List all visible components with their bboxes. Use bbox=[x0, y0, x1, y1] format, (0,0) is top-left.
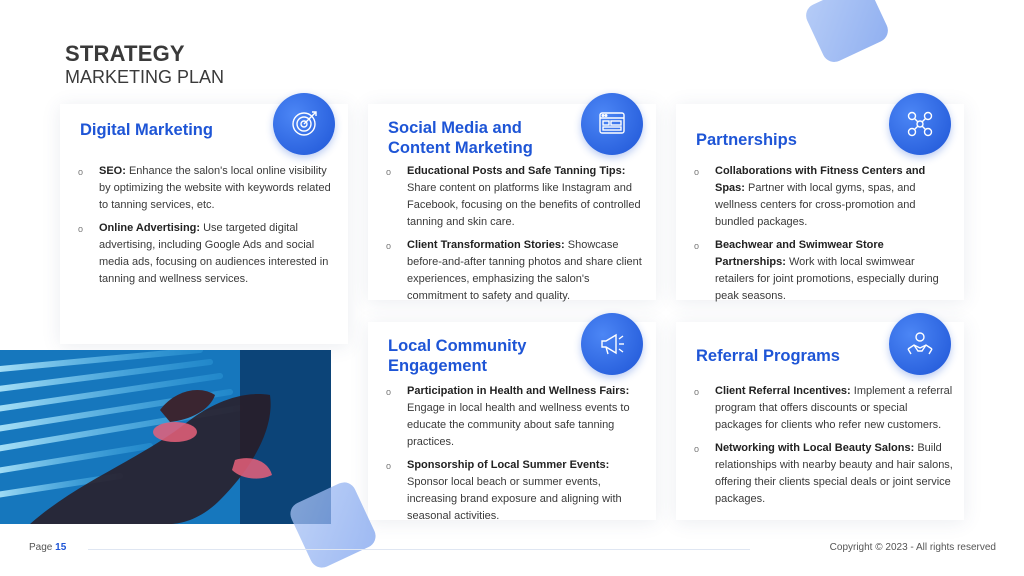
bullet-list bbox=[76, 163, 338, 294]
card-title: Digital Marketing bbox=[80, 121, 213, 139]
page-subtitle: MARKETING PLAN bbox=[65, 67, 225, 87]
bullet-marker: o bbox=[694, 241, 700, 251]
decorative-square-top bbox=[802, 0, 892, 66]
list-item: o Sponsorship of Local Summer Events: Sponsor local beach or summer events, increasing brand exposure and aligning with seasonal activities. bbox=[386, 459, 622, 522]
bullet-marker: o bbox=[386, 241, 392, 251]
card-title: Local Community Engagement bbox=[388, 337, 527, 375]
list-item: o Online Advertising: Use targeted digital advertising, including Google Ads and social media ads, focusing on audiences interested in tanning and wellness services. bbox=[78, 222, 329, 285]
bullet-marker: o bbox=[386, 167, 392, 177]
page-title-block bbox=[65, 41, 224, 88]
bullet-marker: o bbox=[694, 444, 700, 454]
list-item: o SEO: Enhance the salon's local online visibility by optimizing the website with keywords related to tanning services, etc. bbox=[78, 165, 331, 211]
bullet-marker: o bbox=[386, 387, 392, 397]
list-item: o Client Referral Incentives: Implement a referral program that offers discounts or special packages for clients who refer new customers. bbox=[694, 385, 953, 431]
bullet-marker: o bbox=[694, 387, 700, 397]
card-title: Partnerships bbox=[696, 131, 797, 149]
list-item: o Educational Posts and Safe Tanning Tips: Share content on platforms like Instagram and Facebook, focusing on the benefits of controlled tanning and skin care. bbox=[386, 165, 641, 228]
list-item: o Participation in Health and Wellness Fairs: Engage in local health and wellness events to educate the community about safe tanning practices. bbox=[386, 385, 630, 448]
network-icon bbox=[889, 93, 951, 155]
card-title: Referral Programs bbox=[696, 347, 840, 365]
page-title: STRATEGY bbox=[65, 41, 185, 66]
copyright-text: Copyright © 2023 - All rights reserved bbox=[829, 542, 996, 553]
page-number: Page 15 bbox=[29, 542, 67, 553]
bullet-marker: o bbox=[78, 224, 84, 234]
card-title: Social Media and Content Marketing bbox=[388, 119, 533, 157]
list-item: o Networking with Local Beauty Salons: Build relationships with nearby beauty and hair salons, offering their clients special deals or joint service packages. bbox=[694, 442, 953, 505]
social-media-browser-icon bbox=[581, 93, 643, 155]
bullet-marker: o bbox=[78, 167, 84, 177]
megaphone-icon bbox=[581, 313, 643, 375]
list-item: o Beachwear and Swimwear Store Partnerships: Work with local swimwear retailers for joint promotions, especially during peak seasons. bbox=[694, 239, 939, 302]
footer-divider bbox=[88, 549, 750, 550]
bullet-list bbox=[692, 383, 954, 514]
bullet-list bbox=[692, 163, 954, 311]
bullet-marker: o bbox=[694, 167, 700, 177]
handshake-icon bbox=[889, 313, 951, 375]
tanning-bed-photo bbox=[0, 350, 331, 524]
list-item: o Client Transformation Stories: Showcase before-and-after tanning photos and share client experiences, emphasizing the salon's commitment to safety and quality. bbox=[386, 239, 642, 302]
target-icon bbox=[273, 93, 335, 155]
bullet-list bbox=[384, 383, 646, 531]
list-item: o Collaborations with Fitness Centers and Spas: Partner with local gyms, spas, and wellness centers for cross-promotion and bundled packages. bbox=[694, 165, 926, 228]
bullet-list bbox=[384, 163, 646, 311]
bullet-marker: o bbox=[386, 461, 392, 471]
